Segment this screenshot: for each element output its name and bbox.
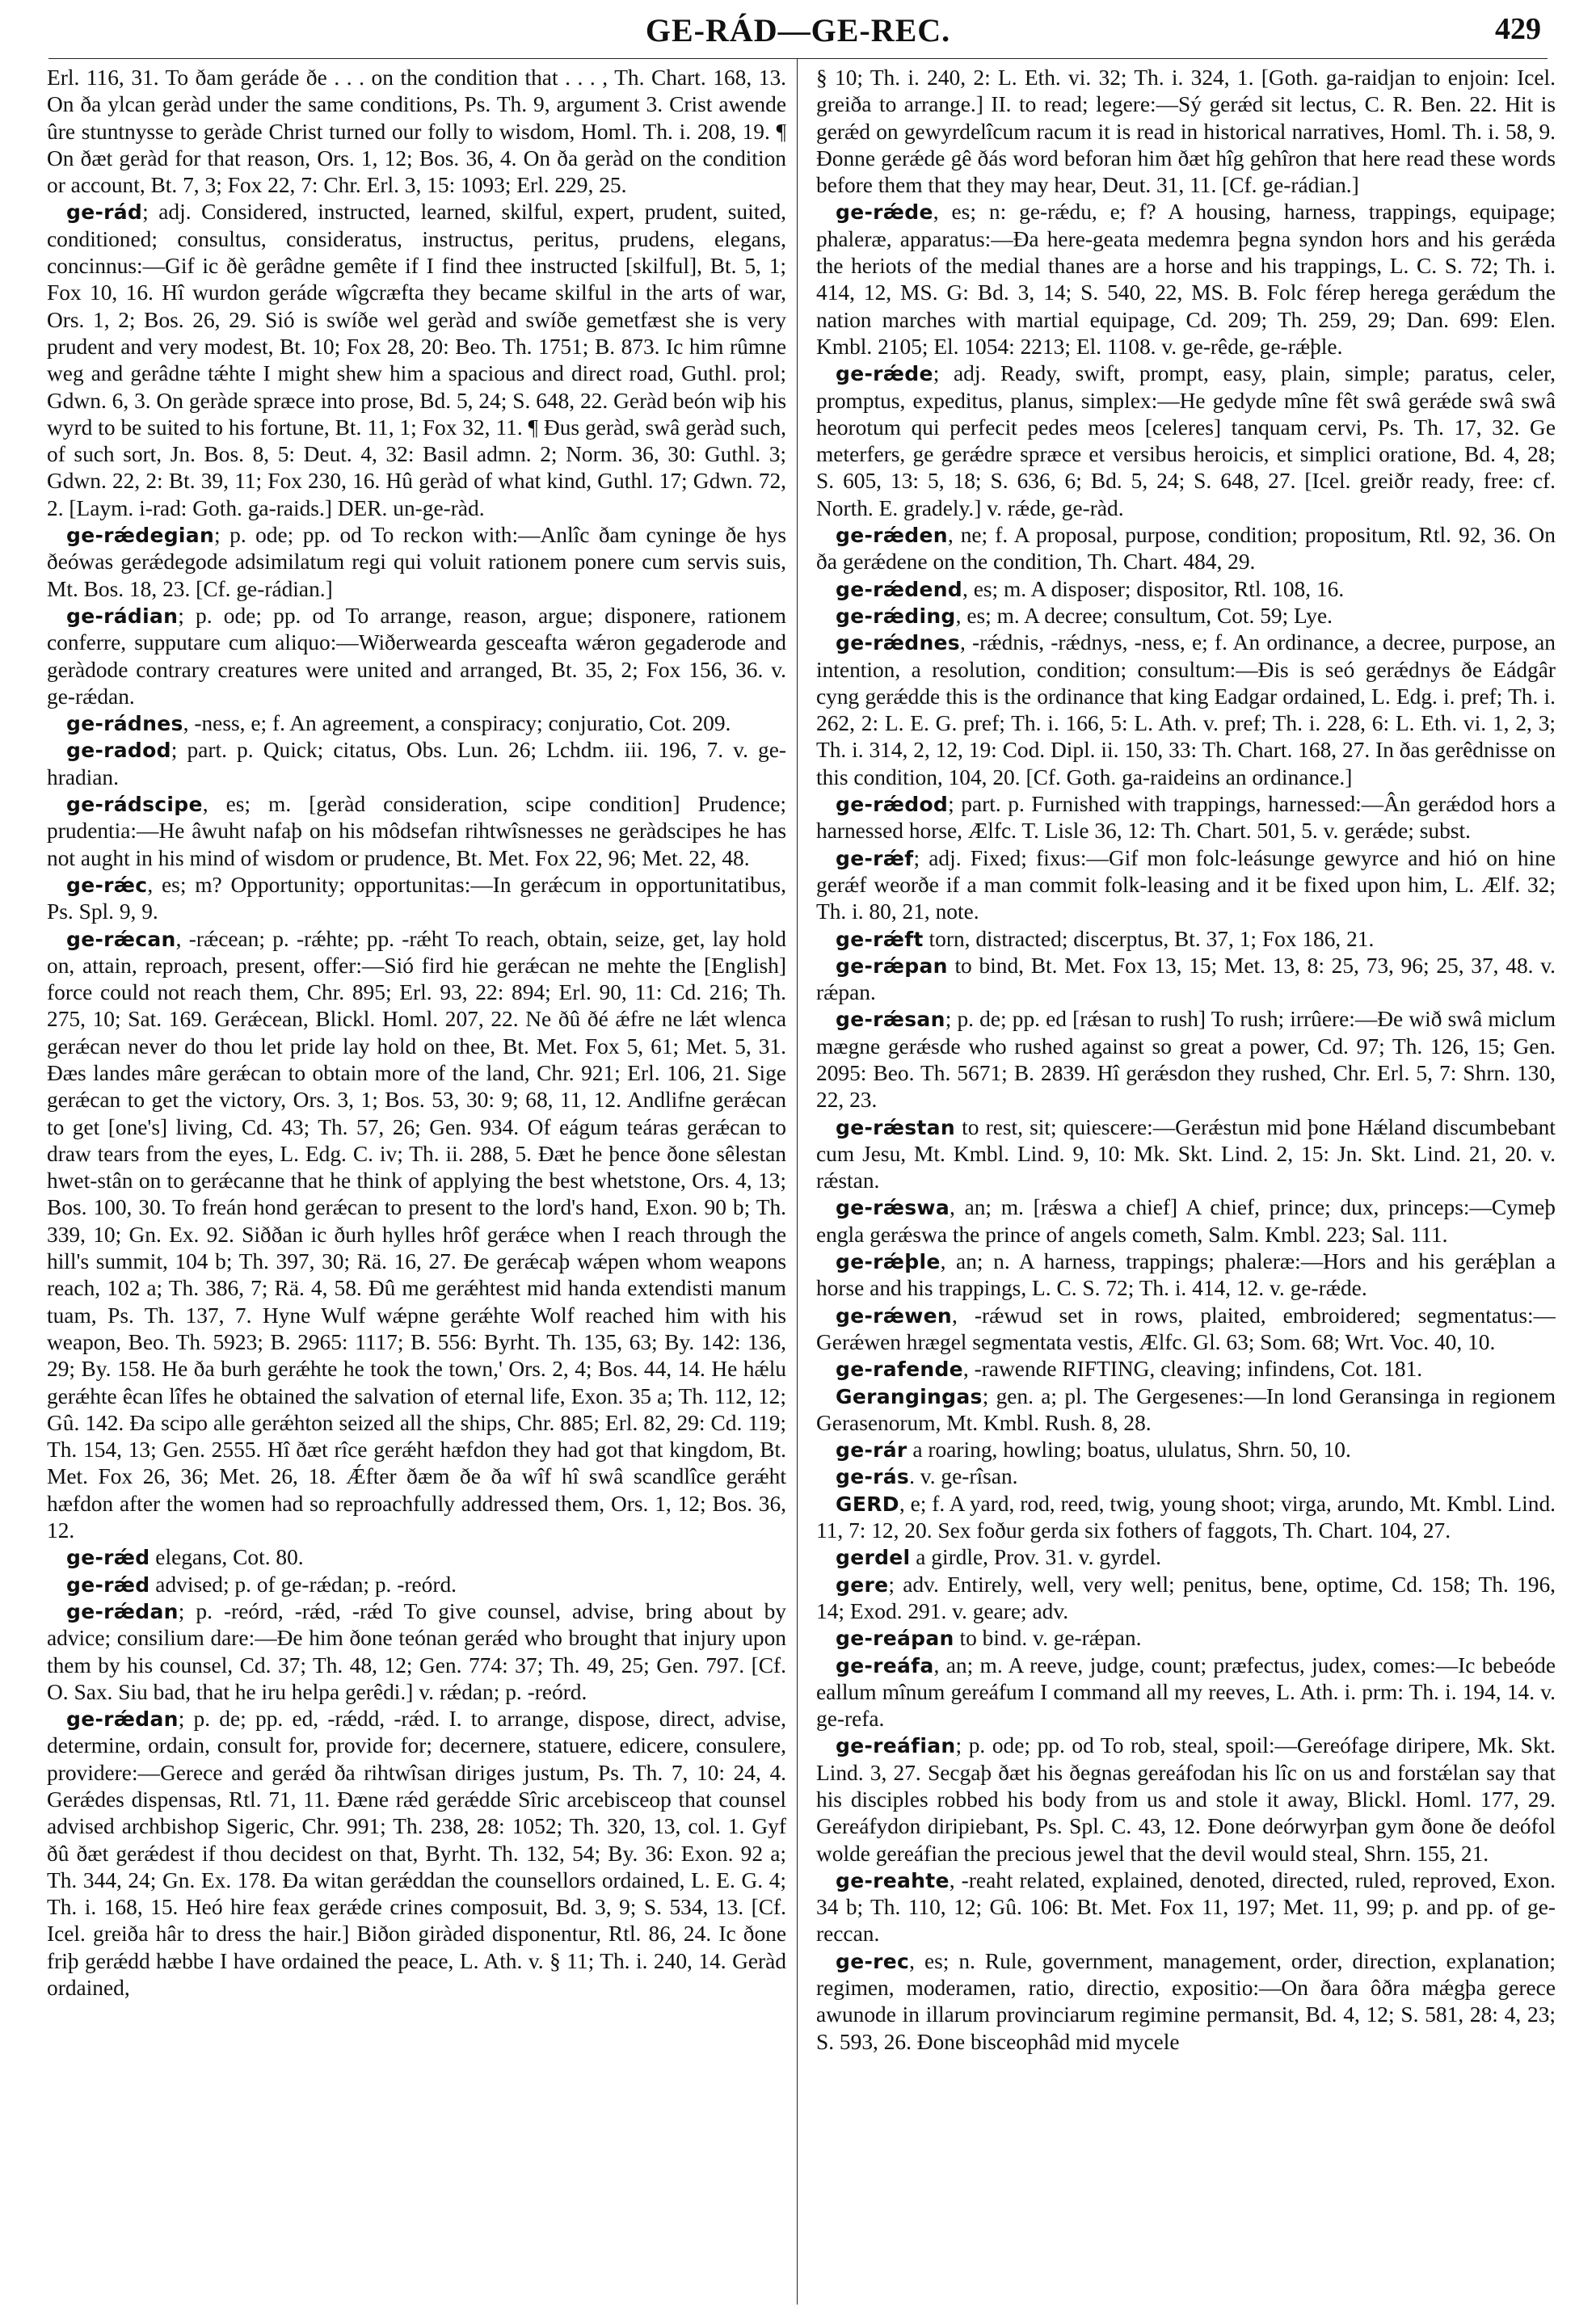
- entry-text: . v. ge-rîsan.: [909, 1464, 1018, 1489]
- entry-text: ; adj. Fixed; fixus:—Gif mon folc-leásunge gewyrce and hió on hine gerǽf weorðe if a man commit folk-leasing and it be fixed upon him, L. Ælf. 32; Th. i. 80, 21, note.: [816, 845, 1556, 924]
- entry-text: , -rǽcean; p. -rǽhte; pp. -rǽht To reach, obtain, seize, get, lay hold on, attain, reproach, present, offer:—Sió fird hie gerǽcan ne mehte the [English] force could not reach them, Chr. 895; Erl. 93, 22: 894; Erl. 90, 11: Cd. 216; Th. 275, 10; Sat. 169. Gerǽcean, Blickl. Homl. 207, 22. Ne ðû ðé ǽfre ne lǽt wlenca gerǽcan never do thou let pride lay hold on thee, Bt. Met. Fox 5, 61; Met. 5, 31. Ðæs landes mâre gerǽcan to obtain more of the land, Chr. 921; Erl. 106, 21. Sige gerǽcan to get the victory, Ors. 3, 1; Bos. 53, 30: 9; 68, 11, 12. Andlifne gerǽcan to get [one's] living, Cd. 43; Th. 57, 26; Gen. 934. Of eágum teáras gerǽcan to draw tears from the eyes, L. Edg. C. iv; Th. ii. 288, 5. Ðæt he þence ðone sêlestan hwet-stân on to gerǽcanne that he think of applying the best whetstone, Ors. 4, 13; Bos. 100, 30. To freán hond gerǽcan to present to the lord's hand, Exon. 90 b; Th. 339, 10; Gn. Ex. 92. Siððan ic ðurh hylles hrôf gerǽce when I reach through the hill's summit, 104 b; Th. 397, 30; Rä. 16, 27. Ðe gerǽcaþ wǽpen whom weapons reach, 102 a; Th. 386, 7; Rä. 4, 58. Ðû me gerǽhtest mid handa extendisti manum tuam, Ps. Th. 137, 7. Hyne Wulf wǽpne gerǽhte Wolf reached him with his weapon, Beo. Th. 5923; B. 2965: 1117; B. 556: Byrht. Th. 135, 63; By. 142: 136, 29; By. 158. He ða burh gerǽhte he took the town,' Ors. 2, 4; Bos. 44, 14. He hǽlu gerǽhte êcan lîfes he obtained the salvation of eternal life, Exon. 35 a; Th. 112, 12; Gû. 142. Ða scipo alle gerǽhton seized all the ships, Chr. 885; Erl. 82, 29: Cd. 119; Th. 154, 13; Gen. 2555. Hî ðæt rîce gerǽht hæfdon they had got that kingdom, Bt. Met. Fox 26, 36; Met. 26, 18. Ǽfter ðæm ðe ða wîf hî swâ scandlîce gerǽht hæfdon after the women had so reproachfully addressed them, Ors. 1, 12; Bos. 36, 12.: [47, 926, 786, 1543]
- entry-text: ; adj. Ready, swift, prompt, easy, plain, simple; paratus, celer, promptus, expeditus, planus, simplex:—He gedyde mîne fêt swâ gerǽde swâ swâ heorotum qui perfecit pedes meos [celeres] tanquam cervi, Ps. Th. 17, 32. Ge meterfers, ge gerǽdre spræce et versibus heroicis, et simplici oratione, Bd. 4, 28; S. 605, 13: 5, 18; S. 636, 6; Bd. 5, 24; S. 648, 27. [Icel. greiðr ready, free: cf. North. E. gradely.] v. rǽde, ge-ràd.: [816, 361, 1556, 520]
- headword: ge-rád: [66, 200, 143, 225]
- headword: ge-rǽpan: [836, 953, 948, 978]
- dictionary-entry: [816, 1114, 1556, 1195]
- entry-text: , an; m. A reeve, judge, count; præfectus, judex, comes:—Ic bebeóde eallum mînum gereáfum I command all my reeves, L. Ath. i. prm: Th. i. 194, 14. v. ge-refa.: [816, 1652, 1556, 1732]
- dictionary-entry: [816, 603, 1556, 629]
- entry-text: to bind. v. ge-rǽpan.: [954, 1626, 1142, 1651]
- headword: ge-rǽde: [836, 362, 933, 386]
- headword: ge-rǽsan: [836, 1008, 945, 1032]
- headword: ge-rádian: [66, 604, 179, 628]
- dictionary-entry: [816, 522, 1556, 576]
- headword: ge-rǽswa: [836, 1196, 950, 1220]
- entry-text: , es; m? Opportunity; opportunitas:—In gerǽcum in opportunitatibus, Ps. Spl. 9, 9.: [47, 872, 786, 924]
- page-header: [48, 6, 1548, 53]
- entry-text: , es; m. A decree; consultum, Cot. 59; Lye.: [955, 603, 1333, 628]
- dictionary-entry: [816, 1491, 1556, 1545]
- entry-text: ; adv. Entirely, well, very well; penitus, bene, optime, Cd. 158; Th. 196, 14; Exod. 291. v. geare; adv.: [816, 1572, 1556, 1623]
- entry-text: a roaring, howling; boatus, ululatus, Shrn. 50, 10.: [907, 1438, 1351, 1463]
- column-divider: [797, 58, 798, 2305]
- dictionary-entry: [816, 791, 1556, 845]
- dictionary-entry: [816, 1383, 1556, 1438]
- entry-text: ; p. de; pp. ed, -rǽdd, -rǽd. I. to arrange, dispose, direct, advise, determine, ordain, consult for, provide for; decernere, statuere, edicere, consulere, providere:—Gerece and gerǽd ða rihtwîsan diriges justum, Ps. Th. 7, 10: 24, 4. Gerǽdes dispensas, Rtl. 71, 11. Ðæne rǽd gerǽdde Sîric arcebisceop that counsel advised archbishop Sigeric, Chr. 991; Th. 238, 28: 1052; Th. 320, 13, col. 1. Gyf ðû ðæt gerǽdest if thou decidest on that, Byrht. Th. 132, 54; By. 36: Exon. 92 a; Th. 344, 24; Gn. Ex. 178. Ða witan gerǽddan the counsellors ordained, L. E. G. 4; Th. i. 168, 15. Heó hire feax gerǽde crines composuit, Bd. 3, 9; S. 534, 13. [Cf. Icel. greiða hâr to dress the hair.] Biðon giràded disponentur, Rtl. 86, 24. Ic ðone friþ gerǽdd hæbbe I have ordained the peace, L. Ath. v. § 11; Th. i. 240, 14. Geràd ordained,: [47, 1707, 786, 2001]
- dictionary-entry: [47, 926, 786, 1545]
- entry-text: ; p. ode; pp. od To reckon with:—Anlîc ðam cyninge ðe hys ðeówas gerǽdegode adsimilatum regi qui voluit rationem ponere cum servis suis, Mt. Bos. 18, 23. [Cf. ge-rádian.]: [47, 523, 786, 601]
- dictionary-entry: [47, 603, 786, 710]
- headword: ge-reáfa: [836, 1653, 934, 1677]
- dictionary-entry: [816, 65, 1556, 199]
- entry-text: , es; n. Rule, government, management, order, direction, explanation; regimen, moderamen, ratio, directio, expositio:—On ðara ôðra mǽgþa gerece awunode in illarum provinciarum regimine permansit, Bd. 4, 12; S. 581, 28: 4, 23; S. 593, 26. Ðone bisceophâd mid mycele: [816, 1948, 1556, 2054]
- headword: ge-rǽcan: [66, 927, 176, 951]
- dictionary-entry: [47, 737, 786, 791]
- dictionary-entry: [816, 845, 1556, 926]
- entry-text: ; part. p. Quick; citatus, Obs. Lun. 26; Lchdm. iii. 196, 7. v. ge-hradian.: [47, 738, 786, 789]
- entry-text: ; gen. a; pl. The Gergesenes:—In lond Geransinga in regionem Gerasenorum, Mt. Kmbl. Rush. 8, 28.: [816, 1383, 1556, 1435]
- entry-text: ; p. ode; pp. od To rob, steal, spoil:—Gereófage diripere, Mk. Skt. Lind. 3, 27. Secgaþ ðæt his ðegnas gereáfodan his lîc on us and forstǽlan say that his disciples robbed his body from us and stole it away, Blickl. Homl. 177, 29. Gereáfydon diripiebant, Ps. Spl. C. 43, 12. Ðone deórwyrþan gym ðone ðe deófol wolde gereáfian the precious jewel that the devil would steal, Shrn. 155, 21.: [816, 1733, 1556, 1866]
- headword: ge-rás: [836, 1465, 910, 1489]
- entry-text: elegans, Cot. 80.: [149, 1545, 304, 1570]
- dictionary-entry: [816, 629, 1556, 791]
- header-rule: [48, 58, 1548, 59]
- page-number: 429: [1495, 12, 1541, 46]
- entry-text: , -rǽwud set in rows, plaited, embroidered; segmentatus:—Gerǽwen hrægel segmentata vestis, Ælfc. Gl. 63; Som. 68; Wrt. Voc. 40, 10.: [816, 1303, 1556, 1354]
- dictionary-entry: [816, 1303, 1556, 1357]
- headword: ge-rǽden: [836, 524, 948, 548]
- left-column: [47, 65, 786, 2295]
- dictionary-entry: [47, 710, 786, 737]
- entry-text: , an; m. [rǽswa a chief] A chief, prince; dux, princeps:—Cymeþ engla gerǽswa the prince of angels cometh, Salm. Kmbl. 223; Sal. 111.: [816, 1195, 1556, 1247]
- headword: ge-rǽd: [66, 1546, 150, 1570]
- dictionary-entry: [816, 926, 1556, 953]
- headword: ge-reápan: [836, 1627, 954, 1651]
- headword: ge-rǽwen: [836, 1303, 953, 1328]
- entry-text: ; p. de; pp. ed [rǽsan to rush] To rush; irrûere:—Ðe wið swâ miclum mægne gerǽsde who rushed against so great a power, Cd. 97; Th. 126, 15; Gen. 2095: Beo. Th. 5671; B. 2839. Hî gerǽsdon they rushed, Chr. Erl. 5, 7: Shrn. 130, 22, 23.: [816, 1007, 1556, 1113]
- entry-text: ; adj. Considered, instructed, learned, skilful, expert, prudent, suited, conditioned; consultus, consideratus, instructus, peritus, prudens, elegans, concinnus:—Gif ic ðè gerâdne gemête if I find thee instructed [skilful], Bt. 5, 1; Fox 10, 16. Hî wurdon geráde wîgcræfta they became skilful in the arts of war, Ors. 1, 2; Bos. 26, 29. Sió is swíðe wel geràd and swíðe gemetfæst she is very prudent and very modest, Bt. 10; Fox 28, 20: Beo. Th. 1751; B. 873. Ic him rûmne weg and gerâdne tǽhte I might shew him a spacious and direct road, Guthl. prol; Gdwn. 6, 3. On geràde spræce into prose, Bd. 5, 24; S. 648, 22. Geràd beón wiþ his wyrd to be suited to his fortune, Bt. 11, 1; Fox 32, 11. ¶ Ðus geràd, swâ geràd such, of such sort, Jn. Bos. 8, 5: Deut. 4, 32: Basil admn. 2; Norm. 36, 30: Guthl. 3; Gdwn. 22, 2: Bt. 39, 11; Fox 230, 16. Hû geràd of what kind, Guthl. 17; Gdwn. 72, 2. [Laym. i-rad: Goth. ga-raids.] DER. un-ge-ràd.: [47, 200, 786, 520]
- dictionary-entry: [816, 1194, 1556, 1248]
- entry-text: , -rǽdnis, -rǽdnys, -ness, e; f. An ordinance, a decree, purpose, an intention, a resolution, condition; consultum:—Ðis is seó gerǽdnys ðe Eádgâr cyng gerǽdde this is the ordinance that king Eadgar ordained, L. Edg. i. pref; Th. i. 262, 2: L. E. G. pref; Th. i. 166, 5: L. Ath. v. pref; Th. i. 228, 6: L. Eth. vi. 1, 2, 3; Th. i. 314, 2, 12, 19: Cod. Dipl. ii. 150, 33: Th. Chart. 168, 27. In ðas gerêdnisse on this condition, 104, 20. [Cf. Goth. ga-raideins an ordinance.]: [816, 630, 1556, 789]
- dictionary-entry: [816, 953, 1556, 1007]
- headword: ge-rafende: [836, 1358, 963, 1382]
- headword: ge-radod: [66, 739, 171, 763]
- headword: ge-rǽdend: [836, 577, 962, 601]
- headword: ge-rǽd: [66, 1572, 150, 1597]
- headword: Gerangingas: [836, 1384, 983, 1408]
- headword: ge-rec: [836, 1949, 910, 1973]
- dictionary-entry: [47, 872, 786, 926]
- entry-text: § 10; Th. i. 240, 2: L. Eth. vi. 32; Th. i. 324, 1. [Goth. ga-raidjan to enjoin: Icel. greiða to arrange.] II. to read; legere:—Sý gerǽd sit lectus, C. R. Ben. 22. Hit is gerǽd on gewyrdelîcum racum it is read in historical narratives, Homl. Th. i. 58, 9. Ðonne gerǽde gê ðás word beforan him ðæt hîg gehîron that here read these words before them that they may hear, Deut. 31, 11. [Cf. ge-rádian.]: [816, 65, 1556, 198]
- dictionary-entry: [816, 1652, 1556, 1733]
- dictionary-entry: [816, 1625, 1556, 1652]
- headword: ge-rǽc: [66, 873, 148, 897]
- dictionary-entry: [816, 576, 1556, 603]
- headword: ge-rǽding: [836, 604, 956, 628]
- dictionary-entry: [47, 65, 786, 199]
- entry-text: , ne; f. A proposal, purpose, condition; propositum, Rtl. 92, 36. On ða gerǽdene on the condition, Th. Chart. 484, 29.: [816, 523, 1556, 575]
- dictionary-entry: [816, 199, 1556, 360]
- entry-text: ; p. -reórd, -rǽd, -rǽd To give counsel, advise, bring about by advice; consilium dare:—Ðe him ðone teónan gerǽd who brought that injury upon them by his counsel, Cd. 37; Th. 48, 12; Gen. 774: 37; Th. 49, 25; Gen. 797. [Cf. O. Sax. Siu bad, that he iru helpa gerêdi.] v. rǽdan; p. -reórd.: [47, 1598, 786, 1704]
- entry-text: , es; m. A disposer; dispositor, Rtl. 108, 16.: [962, 576, 1345, 601]
- dictionary-entry: [816, 1948, 1556, 2056]
- entry-text: to bind, Bt. Met. Fox 13, 15; Met. 13, 8: 25, 73, 96; 25, 37, 48. v. rǽpan.: [816, 953, 1556, 1005]
- dictionary-entry: [816, 1006, 1556, 1113]
- dictionary-entry: [816, 1437, 1556, 1463]
- entry-text: ; part. p. Furnished with trappings, harnessed:—Ân gerǽdod hors a harnessed horse, Ælfc. T. Lisle 36, 12: Th. Chart. 501, 5. v. gerǽde; subst.: [816, 792, 1556, 844]
- headword: ge-rǽdnes: [836, 631, 960, 655]
- headword: gerdel: [836, 1546, 911, 1570]
- entry-text: Erl. 116, 31. To ðam geráde ðe . . . on the condition that . . . , Th. Chart. 168, 13. On ða ylcan geràd under the same conditions, Ps. Th. 9, argument 3. Crist awende ûre stuntnysse to geràde Christ turned our folly to wisdom, Homl. Th. i. 208, 19. ¶ On ðæt geràd for that reason, Ors. 1, 12; Bos. 36, 4. On ða geràd on the condition or account, Bt. 7, 3; Fox 22, 7: Chr. Erl. 3, 15: 1093; Erl. 229, 25.: [47, 65, 786, 198]
- headword: GERD: [836, 1492, 899, 1516]
- headword: ge-reáfian: [836, 1734, 956, 1758]
- dictionary-entry: [816, 360, 1556, 522]
- entry-text: , -reaht related, explained, denoted, directed, ruled, reproved, Exon. 34 b; Th. 110, 12; Gû. 106: Bt. Met. Fox 11, 197; Met. 11, 99; p. and pp. of ge-reccan.: [816, 1867, 1556, 1947]
- headword: ge-rǽdod: [836, 793, 949, 817]
- headword: ge-reahte: [836, 1868, 950, 1892]
- dictionary-entry: [816, 1867, 1556, 1948]
- entry-text: to rest, sit; quiescere:—Gerǽstun mid þone Hǽland discumbebant cum Jesu, Mt. Kmbl. Lind. 9, 10: Mk. Skt. Lind. 2, 15: Jn. Skt. Lind. 21, 20. v. rǽstan.: [816, 1114, 1556, 1193]
- running-head: GE-RÁD—GE-REC.: [645, 11, 951, 48]
- dictionary-entry: [816, 1463, 1556, 1490]
- headword: ge-rǽde: [836, 200, 933, 225]
- dictionary-entry: [47, 791, 786, 872]
- dictionary-entry: [816, 1356, 1556, 1383]
- entry-text: , an; n. A harness, trappings; phaleræ:—Hors and his gerǽþlan a horse and his trappings, L. C. S. 72; Th. i. 414, 12. v. ge-rǽde.: [816, 1249, 1556, 1301]
- dictionary-entry: [47, 522, 786, 603]
- headword: ge-rǽdan: [66, 1707, 179, 1732]
- headword: ge-rǽdan: [66, 1599, 179, 1623]
- entry-text: , es; n: ge-rǽdu, e; f? A housing, harness, trappings, equipage; phaleræ, apparatus:—Ða here-geata medemra þegna syndon hors and his gerǽda the heriots of the medial thanes are a horse and his trappings, L. C. S. 72; Th. i. 414, 12, MS. G: Bd. 3, 14; S. 540, 22, MS. B. Folc férep herega gerǽdum the nation marches with martial equipage, Cd. 209; Th. 259, 29; Dan. 699: Elen. Kmbl. 2105; El. 1054: 2213; El. 1108. v. ge-rêde, ge-rǽþle.: [816, 200, 1556, 359]
- headword: ge-rádscipe: [66, 793, 203, 817]
- entry-text: , es; m. [geràd consideration, scipe condition] Prudence; prudentia:—He âwuht nafaþ on his môdsefan rihtwîsnesses ne geràdscipes he has not aught in his mind of wisdom or prudence, Bt. Met. Fox 22, 96; Met. 22, 48.: [47, 792, 786, 870]
- dictionary-entry: [816, 1572, 1556, 1626]
- entry-text: , -rawende RIFTING, cleaving; infindens, Cot. 181.: [962, 1357, 1423, 1382]
- headword: ge-rǽdegian: [66, 524, 215, 548]
- headword: ge-rár: [836, 1438, 907, 1463]
- headword: ge-rǽstan: [836, 1115, 955, 1139]
- dictionary-entry: [816, 1248, 1556, 1303]
- dictionary-entry: [47, 1706, 786, 2002]
- entry-text: , -ness, e; f. An agreement, a conspiracy; conjuratio, Cot. 209.: [183, 711, 731, 736]
- headword: ge-rǽþle: [836, 1250, 941, 1274]
- right-column: [816, 65, 1556, 2295]
- headword: gere: [836, 1572, 889, 1597]
- entry-text: ; p. ode; pp. od To arrange, reason, argue; disponere, rationem conferre, supputare cum aliquo:—Wiðerwearda gesceafta wǽron gegaderode and geràdode contrary creatures were united and arranged, Bt. 35, 2; Fox 156, 36. v. ge-rǽdan.: [47, 603, 786, 709]
- entry-text: a girdle, Prov. 31. v. gyrdel.: [910, 1545, 1162, 1570]
- dictionary-entry: [47, 199, 786, 522]
- entry-text: torn, distracted; discerptus, Bt. 37, 1; Fox 186, 21.: [923, 926, 1375, 951]
- dictionary-entry: [816, 1732, 1556, 1867]
- dictionary-entry: [47, 1572, 786, 1598]
- headword: ge-rǽf: [836, 846, 914, 870]
- headword: ge-rǽft: [836, 927, 924, 951]
- dictionary-entry: [47, 1544, 786, 1571]
- dictionary-entry: [47, 1598, 786, 1706]
- dictionary-entry: [816, 1544, 1556, 1571]
- entry-text: advised; p. of ge-rǽdan; p. -reórd.: [149, 1572, 457, 1597]
- entry-text: , e; f. A yard, rod, reed, twig, young shoot; virga, arundo, Mt. Kmbl. Lind. 11, 7: 12, 20. Sex foður gerda six fothers of faggots, Th. Chart. 104, 27.: [816, 1491, 1556, 1543]
- headword: ge-rádnes: [66, 712, 183, 736]
